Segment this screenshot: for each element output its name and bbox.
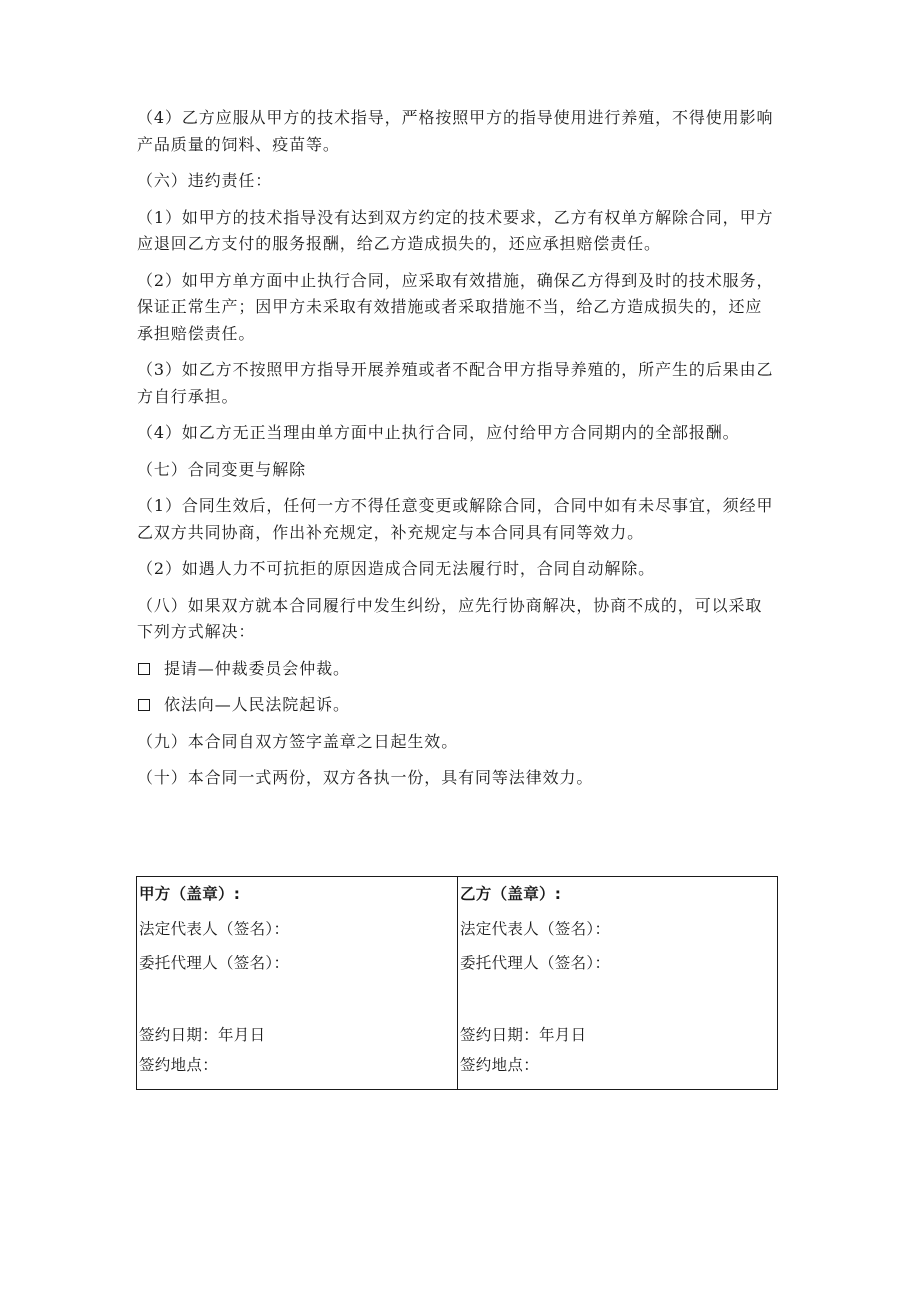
breach-clause-1 [137,205,782,258]
breach-clause-4 [137,420,782,447]
party-b-date-place [460,1020,586,1080]
party-a-agent: 委托代理人（签名）： [139,954,290,972]
effective-clause [137,729,782,756]
text-line: （1）如甲方的技术指导没有达到双方约定的技术要求，乙方有权单方解除合同，甲方 [137,207,774,227]
text-line: （七）合同变更与解除 [137,459,307,479]
text-line: （4）如乙方无正当理由单方面中止执行合同，应付给甲方合同期内的全部报酬。 [137,423,740,442]
party-a-sign-date: 签约日期：年月日 [139,1026,266,1044]
party-b-agent: 委托代理人（签名）： [460,954,611,972]
party-b-signature-cell [457,877,777,1089]
text-line: （3）如乙方不按照甲方指导开展养殖或者不配合甲方指导养殖的，所产生的后果由乙 [137,360,774,379]
text-line: 保证正常生产；因甲方未采取有效措施或者采取措施不当，给乙方造成损失的，还应 [137,297,763,316]
option-label: 依法向—人民法院起诉。 [164,695,350,714]
checkbox-icon[interactable] [138,699,150,711]
text-line: （八）如果双方就本合同履行中发生纠纷，应先行协商解决，协商不成的，可以采取 [137,595,763,615]
breach-clause-2 [137,268,782,348]
text-line: （1）合同生效后，任何一方不得任意变更或解除合同，合同中如有未尽事宜，须经甲 [137,496,774,515]
text-line: 应退回乙方支付的服务报酬，给乙方造成损失的，还应承担赔偿责任。 [137,234,661,253]
text-line: （4）乙方应服从甲方的技术指导，严格按照甲方的指导使用进行养殖，不得使用影响 [137,108,774,127]
party-a-title: 甲方（盖章）: [139,885,241,903]
party-b-legal-rep: 法定代表人（签名）： [460,920,611,938]
text-line: 方自行承担。 [137,386,239,406]
text-line: 乙双方共同协商，作出补充规定，补充规定与本合同具有同等效力。 [137,522,645,542]
text-line: （九）本合同自双方签字盖章之日起生效。 [137,731,459,751]
text-line: （十）本合同一式两份，双方各执一份，具有同等法律效力。 [137,768,594,787]
party-a-legal-rep: 法定代表人（签名）： [139,920,290,938]
copies-clause [137,765,782,792]
text-line: （2）如遇人力不可抗拒的原因造成合同无法履行时，合同自动解除。 [137,559,656,578]
party-b-sign-date: 签约日期：年月日 [460,1026,587,1044]
contract-body [137,105,782,802]
signature-table [136,876,778,1090]
party-a-sign-place: 签约地点： [139,1056,219,1074]
section-heading-amendment [137,457,782,484]
party-a-date-place [139,1020,265,1080]
text-line: （六）违约责任： [137,171,273,190]
party-b-sign-place: 签约地点： [460,1056,540,1074]
clause-4-technical-guidance [137,105,782,158]
party-a-signature-cell [137,877,457,1089]
checkbox-icon[interactable] [138,663,150,675]
text-line: 产品质量的饲料、疫苗等。 [137,134,340,154]
option-litigation[interactable] [137,692,782,719]
text-line: 下列方式解决： [137,622,256,641]
option-label: 提请—仲裁委员会仲裁。 [164,658,350,678]
amendment-clause-2 [137,556,782,583]
text-line: 承担赔偿责任。 [137,323,256,343]
text-line: （2）如甲方单方面中止执行合同，应采取有效措施，确保乙方得到及时的技术服务， [137,270,774,290]
section-heading-breach [137,168,782,195]
breach-clause-3 [137,357,782,410]
dispute-resolution-clause [137,593,782,646]
party-b-title: 乙方（盖章）: [460,885,562,903]
option-arbitration[interactable] [137,656,782,683]
amendment-clause-1 [137,493,782,546]
